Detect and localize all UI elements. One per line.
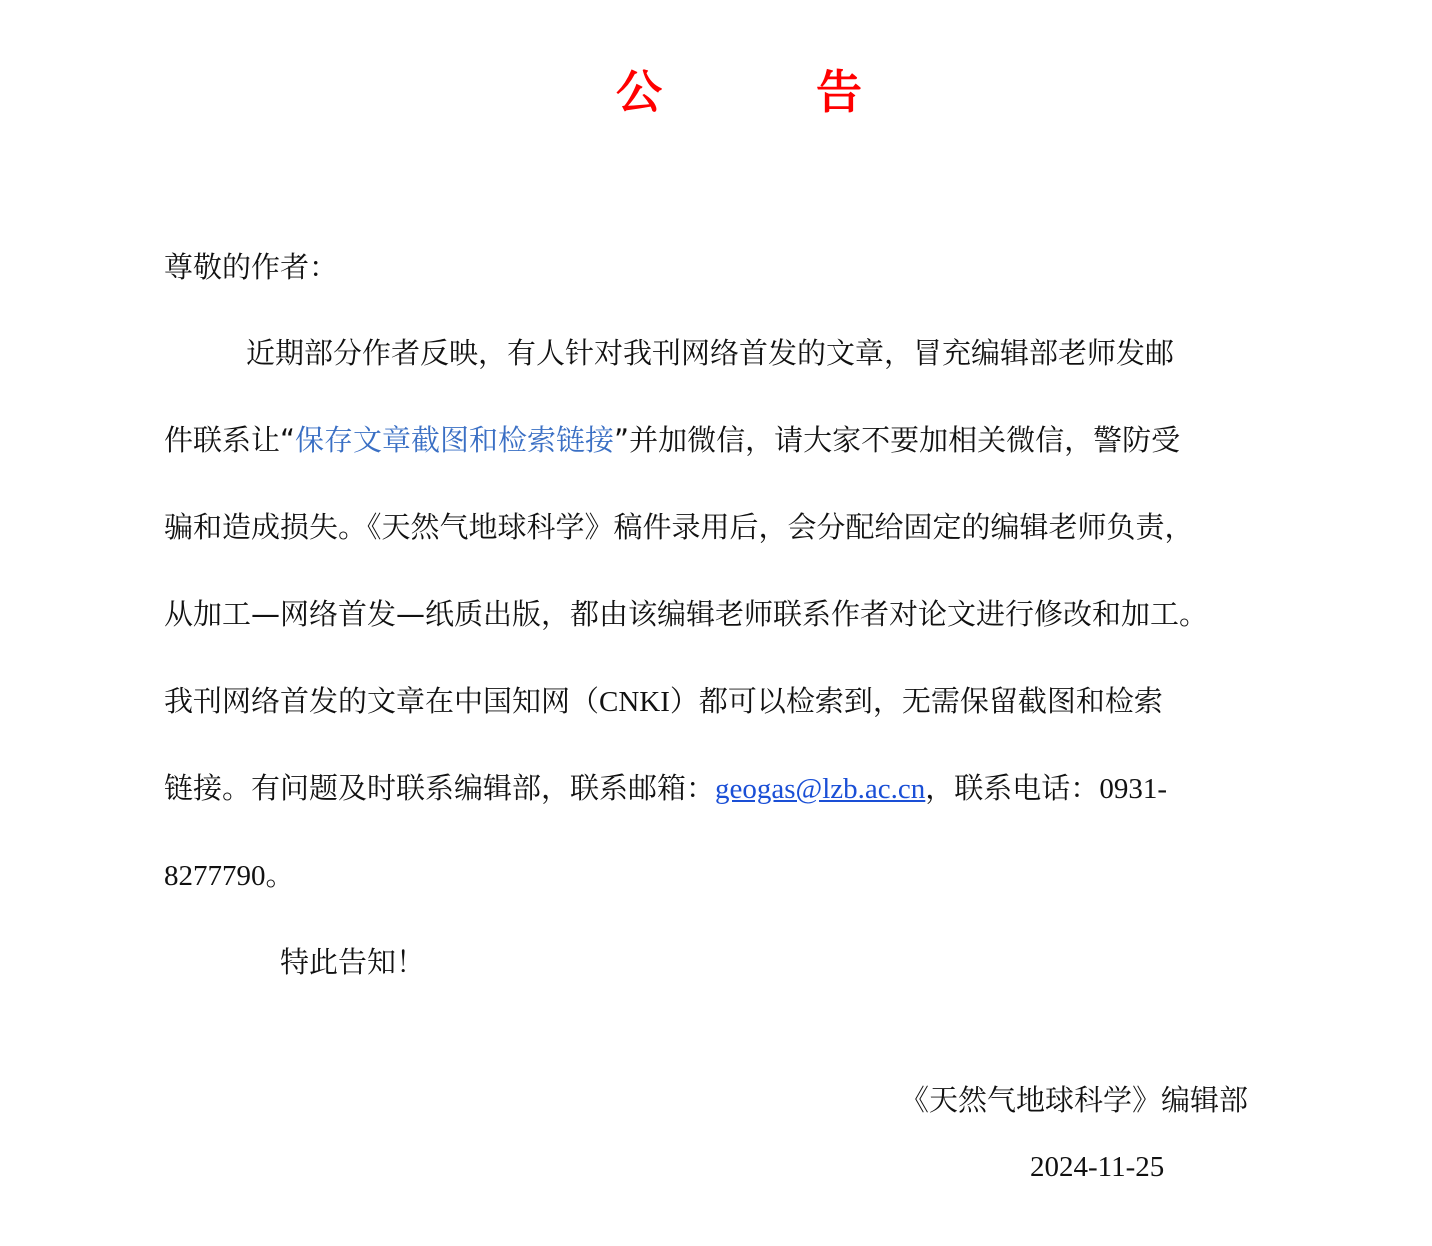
closing-text: 特此告知！ (280, 945, 426, 979)
line6-prefix: 链接。有问题及时联系编辑部，联系邮箱： (164, 771, 716, 805)
body-line-2 (164, 418, 1180, 462)
phone-number-part1: 0931- (1099, 773, 1167, 805)
email-link[interactable]: geogas@lzb.ac.cn (715, 773, 926, 805)
body-line-6 (164, 766, 1167, 811)
line7-suffix: 。 (265, 858, 295, 892)
line2-suffix: ”并加微信，请大家不要加相关微信，警防受 (614, 423, 1181, 457)
title-char-gong: 公 (616, 65, 662, 119)
highlighted-phrase: 保存文章截图和检索链接 (295, 423, 615, 457)
body-line-7 (164, 853, 295, 898)
notice-title (0, 62, 1432, 122)
line5-suffix: ）都可以检索到，无需保留截图和检索 (669, 684, 1163, 718)
line2-prefix: 件联系让“ (164, 423, 296, 457)
notice-date: 2024-11-25 (1030, 1151, 1165, 1183)
greeting: 尊敬的作者： (164, 250, 339, 284)
line5-prefix: 我刊网络首发的文章在中国知网（ (164, 684, 600, 718)
cnki-label: CNKI (599, 686, 670, 718)
title-char-gao: 告 (816, 65, 862, 119)
line6-mid: ，联系电话： (925, 771, 1100, 805)
body-line-5 (164, 679, 1163, 724)
body-line-1: 近期部分作者反映，有人针对我刊网络首发的文章，冒充编辑部老师发邮 (246, 336, 1175, 370)
body-line-3: 骗和造成损失。《天然气地球科学》稿件录用后，会分配给固定的编辑老师负责， (164, 510, 1194, 544)
body-line-4: 从加工—网络首发—纸质出版，都由该编辑老师联系作者对论文进行修改和加工。 (164, 597, 1209, 631)
signature: 《天然气地球科学》编辑部 (900, 1083, 1249, 1117)
phone-number-part2: 8277790 (164, 860, 266, 892)
